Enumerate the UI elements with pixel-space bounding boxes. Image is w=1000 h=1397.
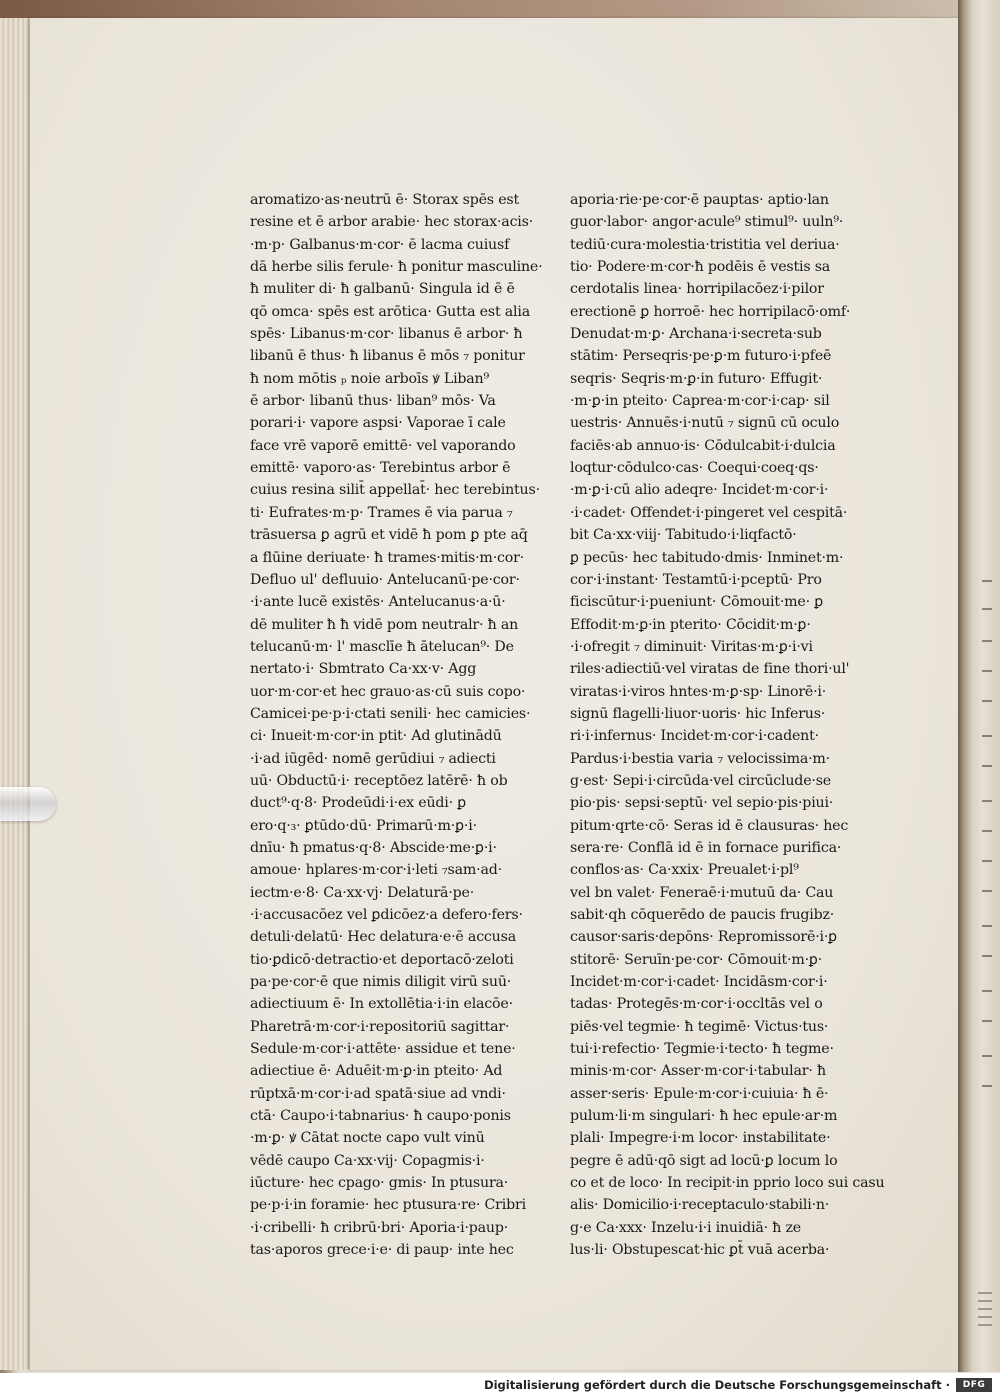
text-line: uor·m·cor·et hec grauo·as·cū suis copo· xyxy=(250,683,526,700)
text-line: stitorē· Seruīn·pe·cor· Cōmouit·m·ꝑ· xyxy=(570,951,823,968)
dfg-logo: DFG xyxy=(956,1378,992,1392)
text-line: bit Ca·xx·viij· Tabitudo·i·liqfactō· xyxy=(570,527,797,544)
text-line: uū· Obductū·i· receptōez latērē· ħ ob xyxy=(250,772,508,789)
text-line: libanū ē thus· ħ libanus ē mōs ₇ ponitur xyxy=(250,348,525,365)
text-line: ꝑ pecūs· hec tabitudo·dmis· Inminet·m· xyxy=(570,549,844,566)
text-line: Pardus·i·bestia varia ₇ velocissima·m· xyxy=(570,750,830,767)
text-line: cerdotalis linea· horripilacōez·i·pilor xyxy=(570,281,824,298)
text-line: face vrē vaporē emittē· vel vaporando xyxy=(250,437,516,454)
text-line: uestris· Annuēs·i·nutū ₇ signū cū oculo xyxy=(570,415,840,432)
text-line: trāsuersa ꝑ agrū et vidē ħ pom ꝑ pte aq̄ xyxy=(250,527,528,544)
text-line: detuli·delatū· Hec delatura·e·ē accusa xyxy=(250,929,516,946)
text-line: a flūine deriuate· ħ trames·mitis·m·cor· xyxy=(250,549,524,566)
text-line: ħ nom mōtis ₚ noie arboīs ꝟ Liban⁹ xyxy=(250,370,489,387)
text-line: ti· Eufrates·m·p· Trames ē via parua ₇ xyxy=(250,504,513,521)
text-line: aromatizo·as·neutrū ē· Storax spēs est xyxy=(250,192,519,208)
text-line: adiectiuum ē· In extollētia·i·in elacōe· xyxy=(250,996,513,1013)
text-line: pulum·li·m singulari· ħ hec epule·ar·m xyxy=(570,1108,838,1125)
text-line: pa·pe·cor·ē que nimis diligit virū suū· xyxy=(250,974,512,991)
text-line: vel bn valet· Feneraē·i·mutuū da· Cau xyxy=(570,884,834,901)
text-line: seqris· Seqris·m·ꝑ·in futuro· Effugit· xyxy=(570,370,823,387)
text-line: ē arbor· libanū thus· liban⁹ mōs· Va xyxy=(250,393,496,410)
text-line: ·i·accusacōez vel ꝑdicōez·a defero·fers· xyxy=(250,907,523,923)
text-line: vēdē caupo Ca·xx·vij· Copagmis·i· xyxy=(250,1152,485,1169)
text-line: ·i·cribelli· ħ cribrū·bri· Aporia·i·paup· xyxy=(250,1219,509,1236)
text-line: Pharetrā·m·cor·i·repositoriū sagittar· xyxy=(250,1018,510,1035)
text-line: qō omca· spēs est arōtica· Gutta est alia xyxy=(250,303,530,320)
text-line: ·i·ad iūgēd· nomē gerūdiui ₇ adiecti xyxy=(250,750,496,767)
text-line: sera·re· Conflā id ē in fornace purifica· xyxy=(570,839,842,856)
text-line: causor·saris·depōns· Repromissorē·i·ꝑ xyxy=(570,929,837,946)
text-line: nertato·i· Sbmtrato Ca·xx·v· Agg xyxy=(250,661,477,678)
text-line: ·m·ꝑ·i·cū alio adeqre· Incidet·m·cor·i· xyxy=(570,482,829,499)
page-clip xyxy=(0,787,56,821)
text-line: porari·i· vapore aspsi· Vaporae ī cale xyxy=(250,415,506,432)
text-line: Defluo ul' defluuio· Antelucanū·pe·cor· xyxy=(250,571,520,588)
text-line: g·est· Sepi·i·circūda·vel circūclude·se xyxy=(570,772,831,789)
text-line: Effodit·m·ꝑ·in pterito· Cōcidit·m·ꝑ· xyxy=(570,616,811,633)
text-column-left xyxy=(250,189,543,1262)
text-line: tui·i·refectio· Tegmie·i·tecto· ħ tegme· xyxy=(570,1041,834,1058)
text-line: ri·i·infernus· Incidet·m·cor·i·cadent· xyxy=(570,728,819,745)
text-line: tadas· Protegēs·m·cor·i·occltās vel o xyxy=(570,996,823,1013)
text-line: ·i·ante lucē existēs· Antelucanus·a·ū· xyxy=(250,594,506,611)
text-line: Sedule·m·cor·i·attēte· assidue et tene· xyxy=(250,1041,516,1058)
text-line: spēs· Libanus·m·cor· libanus ē arbor· ħ xyxy=(250,326,523,343)
text-line: signū flagelli·liuor·uoris· hic Inferus· xyxy=(570,705,826,722)
text-line: iūcture· hec cpago· gmis· In ptusura· xyxy=(250,1175,509,1192)
text-line: stātim· Perseqris·pe·ꝑ·m futuro·i·pfeē xyxy=(570,348,832,365)
text-line: asser·seris· Epule·m·cor·i·cuiuia· ħ ē· xyxy=(570,1085,829,1102)
text-line: ·i·cadet· Offendet·i·pingeret vel cespitā· xyxy=(570,504,848,521)
text-line: tediū·cura·molestia·tristitia vel deriua· xyxy=(570,236,840,253)
text-line: cuius resina silit̄ appellat̄· hec terebintus· xyxy=(250,482,540,499)
text-line: erectionē ꝑ horroē· hec horripilacō·omf· xyxy=(570,303,851,320)
text-line: resine et ē arbor arabie· hec storax·acis· xyxy=(250,214,534,231)
text-line: ·m·ꝑ·in pteito· Caprea·m·cor·i·cap· sil xyxy=(570,393,830,410)
text-line: loqtur·cōdulco·cas· Coequi·coeq·qs· xyxy=(570,460,819,477)
text-line: piēs·vel tegmie· ħ tegimē· Victus·tus· xyxy=(570,1018,829,1035)
text-line: pitum·qrte·cō· Seras id ē clausuras· hec xyxy=(570,817,849,834)
text-line: sabit·qh cōquerēdo de paucis frugibz· xyxy=(570,907,835,923)
text-line: tio· Podere·m·cor·ħ podēis ē vestis sa xyxy=(570,259,831,276)
text-line: dā herbe silis ferule· ħ ponitur masculine· xyxy=(250,259,543,276)
text-line: Incidet·m·cor·i·cadet· Incidāsm·cor·i· xyxy=(570,974,828,991)
text-line: cor·i·instant· Testamtū·i·pceptū· Pro xyxy=(570,571,822,588)
text-line: lus·li· Obstupescat·hic ꝑt̄ vuā acerba· xyxy=(570,1242,830,1259)
text-line: g·e Ca·xxx· Inzelu·i·i inuidiā· ħ ze xyxy=(570,1219,802,1236)
text-line: adiectiue ē· Aduēit·m·ꝑ·in pteito· Ad xyxy=(250,1063,503,1080)
text-line: Denudat·m·ꝑ· Archana·i·secreta·sub xyxy=(570,326,822,343)
text-line: Camicei·pe·p·i·ctati senili· hec camicies· xyxy=(250,705,531,722)
text-line: pegre ē adū·qō sigt ad locū·ꝑ locum lo xyxy=(570,1152,838,1169)
scale-marks xyxy=(978,1286,992,1356)
text-line: rūptxā·m·cor·i·ad spatā·siue ad vndi· xyxy=(250,1085,506,1102)
text-column-right xyxy=(570,189,885,1262)
text-line: plali· Impegre·i·m locor· instabilitate· xyxy=(570,1130,831,1147)
text-line: ero·q·₃· ꝑtūdo·dū· Primarū·m·ꝑ·i· xyxy=(250,817,477,834)
text-line: riles·adiectiū·vel viratas de fine thori·ul' xyxy=(570,661,850,678)
text-line: alis· Domicilio·i·receptaculo·stabili·n· xyxy=(570,1197,830,1214)
text-line: tas·aporos grece·i·e· di paup· inte hec xyxy=(250,1242,514,1259)
text-line: ħ muliter di· ħ galbanū· Singula id ē ē xyxy=(250,281,515,298)
funding-credit: Digitalisierung gefördert durch die Deutsche Forschungsgemeinschaft · xyxy=(484,1378,950,1392)
text-line: iectm·e·8· Ca·xx·vj· Delaturā·pe· xyxy=(250,884,475,901)
text-line: aporia·rie·pe·cor·ē pauptas· aptio·lan xyxy=(570,192,829,208)
text-line: minis·m·cor· Asser·m·cor·i·tabular· ħ xyxy=(570,1063,826,1080)
text-line: dnīu· ħ pmatus·q·8· Abscide·me·ꝑ·i· xyxy=(250,839,497,856)
text-line: ·m·ꝑ· ꝟ Cātat nocte capo vult vinū xyxy=(250,1130,485,1147)
text-line: tio·ꝑdicō·detractio·et deportacō·zeloti xyxy=(250,951,514,968)
text-line: ·m·p· Galbanus·m·cor· ē lacma cuiusf xyxy=(250,236,510,253)
text-line: pio·pis· sepsi·septū· vel sepio·pis·piui· xyxy=(570,795,834,812)
book-top-edge xyxy=(0,0,1000,18)
text-line: ctā· Caupo·i·tabnarius· ħ caupo·ponis xyxy=(250,1108,511,1125)
text-line: viratas·i·viros hntes·m·ꝑ·sp· Linorē·i· xyxy=(570,683,827,700)
text-line: ficiscūtur·i·pueniunt· Cōmouit·me· ꝑ xyxy=(570,594,824,611)
text-line: ·i·ofregit ₇ diminuit· Viritas·m·ꝑ·i·vi xyxy=(570,638,813,655)
text-line: dē muliter ħ ħ vidē pom neutralr· ħ an xyxy=(250,616,519,633)
text-line: co et de loco· In recipit·in pprio loco sui casu xyxy=(570,1175,885,1192)
text-line: faciēs·ab annuo·is· Cōdulcabit·i·dulcia xyxy=(570,437,836,454)
text-line: conflos·as· Ca·xxix· Preualet·i·pl⁹ xyxy=(570,862,799,879)
text-line: telucanū·m· l' masclīe ħ āteluca​n⁹· De xyxy=(250,638,514,655)
text-line: pe·p·i·in foramie· hec ptusura·re· Cribri xyxy=(250,1197,526,1214)
text-line: amoue· hplares·m·cor·i·leti ₇sam·ad· xyxy=(250,862,502,879)
text-line: emittē· vaporo·as· Terebintus arbor ē xyxy=(250,460,511,477)
facing-page-text-edge xyxy=(974,560,1000,1120)
text-line: guor·labor· angor·acule⁹ stimul⁹· uuln⁹· xyxy=(570,214,844,231)
text-line: duct⁹·q·8· Prodeūdi·i·ex eūdi· ꝑ xyxy=(250,795,467,812)
digitization-footer xyxy=(0,1373,1000,1397)
text-line: ci· Inueit·m·cor·in ptit· Ad glutinādū xyxy=(250,728,502,745)
